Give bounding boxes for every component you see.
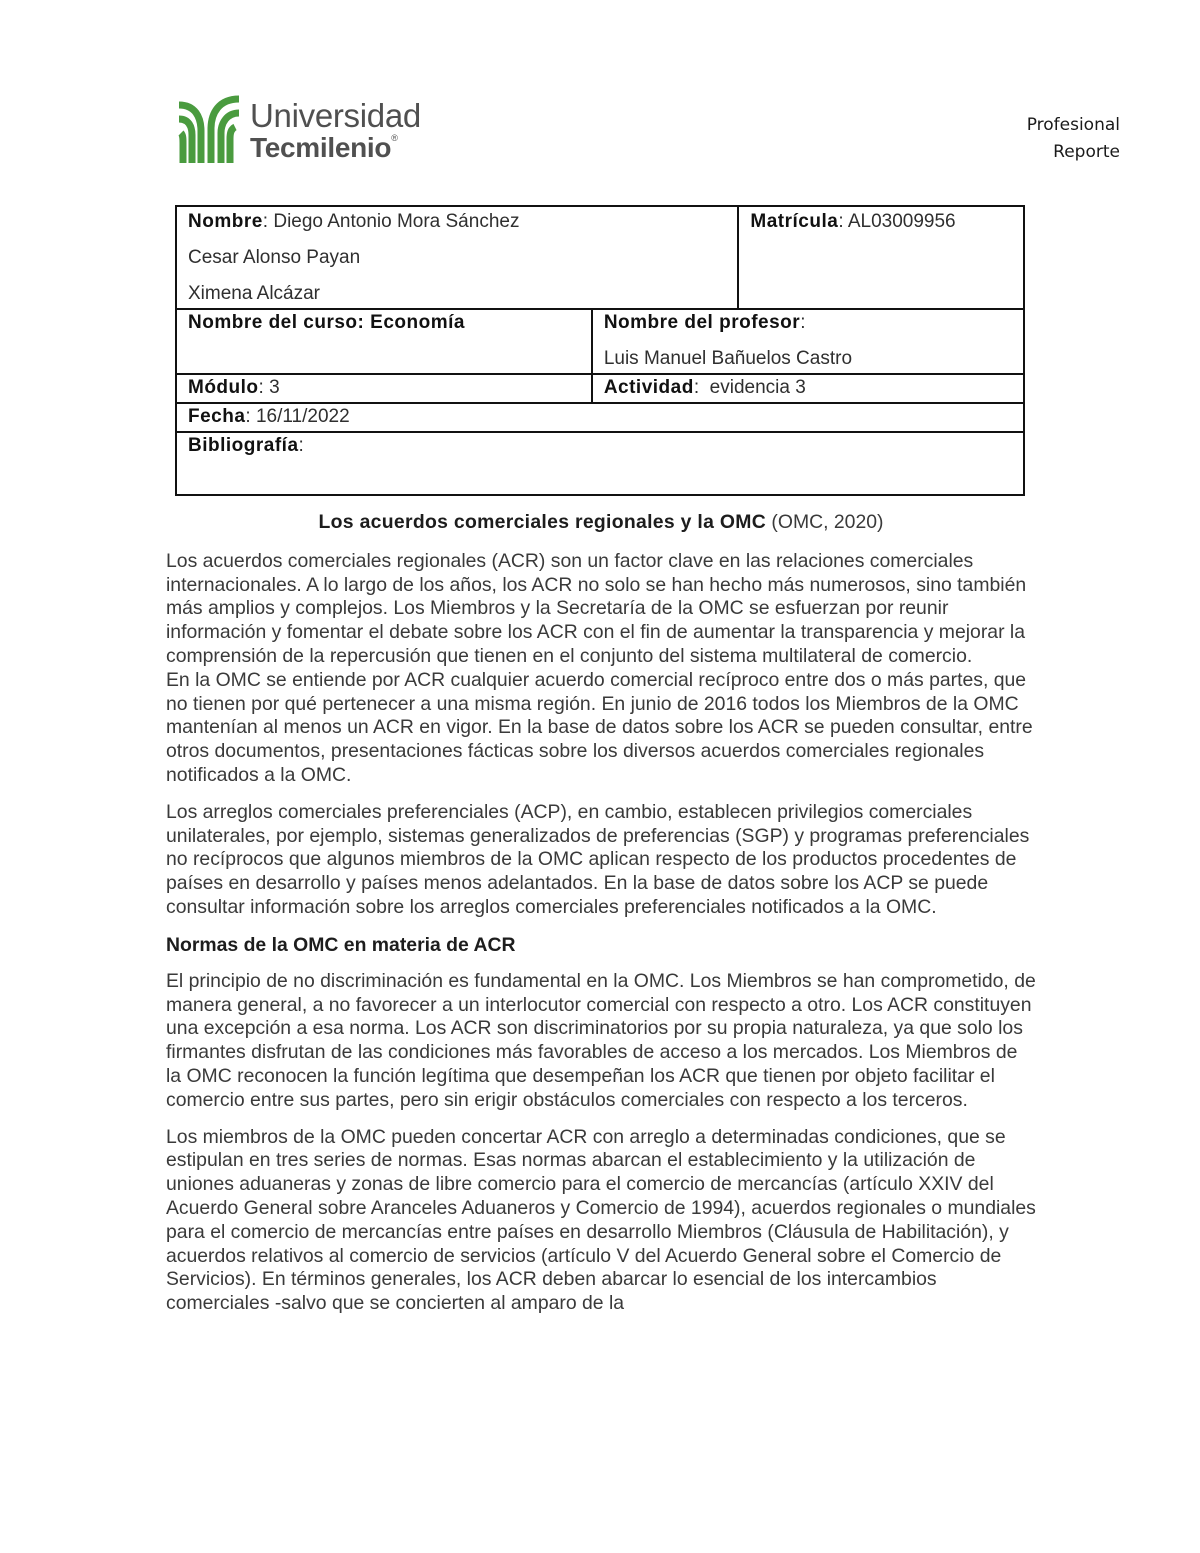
logo-line-universidad: Universidad bbox=[250, 97, 421, 134]
bibliografia-cell: Bibliografía: bbox=[176, 432, 1024, 495]
curso-cell bbox=[176, 309, 592, 374]
actividad-cell bbox=[592, 374, 1024, 403]
header-reporte: Reporte bbox=[1053, 142, 1120, 162]
matricula-cell bbox=[738, 206, 1024, 309]
bibliografia-label: Bibliografía bbox=[188, 435, 299, 456]
profesor-value: Luis Manuel Bañuelos Castro bbox=[603, 348, 853, 369]
fecha-value: : 16/11/2022 bbox=[245, 406, 350, 427]
member-2: Cesar Alonso Payan bbox=[188, 247, 361, 268]
student-info-table bbox=[175, 205, 1025, 496]
title-citation: (OMC, 2020) bbox=[766, 511, 884, 533]
tecmilenio-leaf-icon bbox=[175, 95, 243, 165]
member-3: Ximena Alcázar bbox=[188, 283, 321, 304]
fecha-cell bbox=[176, 403, 1024, 432]
paragraph-4: El principio de no discriminación es fundamental en la OMC. Los Miembros se han comprometido, de manera general, a no favorecer a un interlocutor comercial con respecto a otro. Los ACR constituyen una excepción a esa norma. Los ACR son discriminatorios por su propia naturaleza, ya que solo los firmantes disfrutan de las condiciones más favorables de acceso a los mercados. Los Miembros de la OMC reconocen la función legítima que desempeñan los ACR que tienen por objeto facilitar el comercio entre sus partes, pero sin erigir obstáculos comerciales con respecto a los terceros. bbox=[166, 969, 1036, 1111]
header-profesional: Profesional bbox=[1026, 115, 1120, 135]
nombre-value: : Diego Antonio Mora Sánchez bbox=[262, 211, 520, 232]
profesor-label: Nombre del profesor bbox=[603, 312, 801, 333]
matricula-value: : AL03009956 bbox=[838, 211, 956, 232]
fecha-label: Fecha bbox=[188, 406, 246, 427]
nombre-label: Nombre bbox=[188, 211, 263, 232]
university-logo bbox=[175, 95, 435, 167]
logo-line-tecmilenio: Tecmilenio® bbox=[250, 132, 398, 163]
paragraph-5: Los miembros de la OMC pueden concertar ACR con arreglo a determinadas condiciones, que se estipulan en tres series de normas. Esas normas abarcan el establecimiento y la utilización de uniones aduaneras y zonas de libre comercio para el comercio de mercancías (artículo XXIV del Acuerdo General sobre Aranceles Aduaneros y Comercio de 1994), acuerdos regionales o mundiales para el comercio de mercancías entre países en desarrollo Miembros (Cláusula de Habilitación), y acuerdos relativos al comercio de servicios (artículo V del Acuerdo General sobre el Comercio de Servicios). En términos generales, los ACR deben abarcar lo esencial de los intercambios comerciales -salvo que se concierten al amparo de la bbox=[166, 1125, 1036, 1315]
actividad-value: : evidencia 3 bbox=[693, 377, 806, 398]
matricula-label: Matrícula bbox=[750, 211, 839, 232]
document-body bbox=[166, 511, 1036, 1329]
modulo-label: Módulo bbox=[188, 377, 259, 398]
curso-label: Nombre del curso: Economía bbox=[188, 312, 465, 333]
name-cell bbox=[176, 206, 738, 309]
paragraph-1: Los acuerdos comerciales regionales (ACR) son un factor clave en las relaciones comerciales internacionales. A lo largo de los años, los ACR no solo se han hecho más numerosos, sino también más amplios y complejos. Los Miembros y la Secretaría de la OMC se esfuerzan por reunir información y fomentar el debate sobre los ACR con el fin de aumentar la transparencia y mejorar la comprensión de la repercusión que tienen en el conjunto del sistema multilateral de comercio. bbox=[166, 549, 1027, 667]
modulo-cell bbox=[176, 374, 592, 403]
header-labels bbox=[1027, 112, 1120, 166]
modulo-value: : 3 bbox=[258, 377, 280, 398]
section-heading-normas: Normas de la OMC en materia de ACR bbox=[166, 933, 516, 956]
paragraph-2: En la OMC se entiende por ACR cualquier acuerdo comercial recíproco entre dos o más partes, que no tienen por qué pertenecer a una misma región. En junio de 2016 todos los Miembros de la OMC mantenían al menos un ACR en vigor. En la base de datos sobre los ACR se pueden consultar, entre otros documentos, presentaciones fácticas sobre los diversos acuerdos comerciales regionales notificados a la OMC. bbox=[166, 668, 1033, 786]
paragraph-3: Los arreglos comerciales preferenciales (ACP), en cambio, establecen privilegios comerciales unilaterales, por ejemplo, sistemas generalizados de preferencias (SGP) y programas preferenciales no recíprocos que algunos miembros de la OMC aplican respecto de los productos procedentes de países en desarrollo y países menos adelantados. En la base de datos sobre los ACP se puede consultar información sobre los arreglos comerciales preferenciales notificados a la OMC. bbox=[166, 800, 1030, 918]
section-title: Los acuerdos comerciales regionales y la OMC (OMC, 2020) bbox=[318, 511, 884, 533]
actividad-label: Actividad bbox=[603, 377, 694, 398]
profesor-cell: Nombre del profesor: Luis Manuel Bañuelos Castro bbox=[592, 309, 1024, 374]
